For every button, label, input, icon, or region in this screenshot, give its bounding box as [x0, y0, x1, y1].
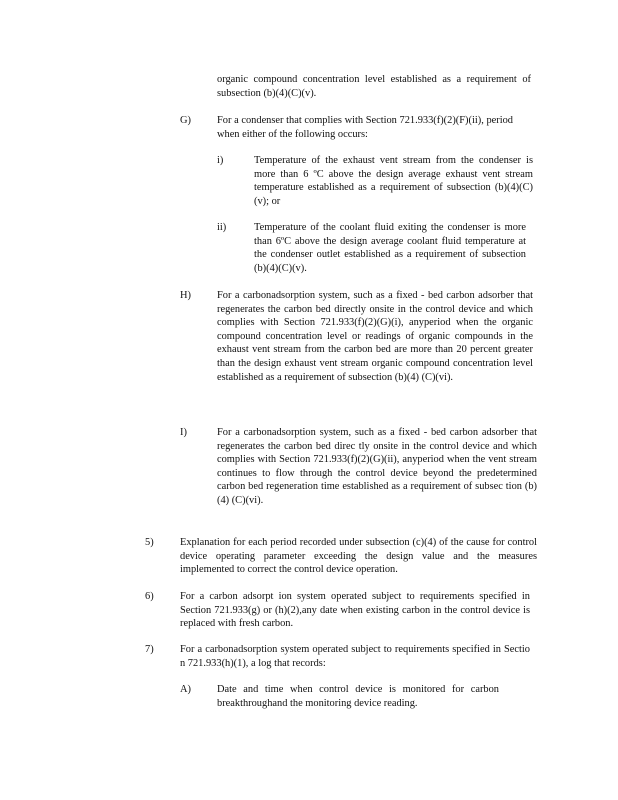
item-i-label: I)	[180, 427, 187, 438]
item-g-ii-text: Temperature of the coolant fluid exiting the condenser is more than 6ºC above the design average coolant fluid temperature at the condenser outlet established as a requirement of subsection (b)(4)(C)(v).	[254, 222, 526, 274]
item-g-text: For a condenser that complies with Section 721.933(f)(2)(F)(ii), period when either of the following occurs:	[217, 115, 513, 140]
item-g-i-text: Temperature of the exhaust vent stream from the condenser is more than 6 ºC above the design average exhaust vent stream temperature established as a requirement of subsection (b)(4)(C)(v); or	[254, 155, 533, 207]
item-7a-label: A)	[180, 684, 191, 695]
item-g-label: G)	[180, 115, 191, 126]
item-6-text: For a carbon adsorpt ion system operated subject to requirements specified in Section 721.933(g) or (h)(2),any date when existing carbon in the control device is replaced with fresh carbon.	[180, 591, 530, 630]
item-7-label: 7)	[145, 644, 154, 655]
item-i-text: For a carbonadsorption system, such as a fixed - bed carbon adsorber that regenerates the carbon bed direc tly onsite in the control device and which complies with Section 721.933(f)(2)(G)(ii), anyperiod when the vent stream continues to flow through the control device beyond the predetermined carbon bed regeneration time established as a requirement of subsec tion (b)(4) (C)(vi).	[217, 427, 537, 506]
item-5-label: 5)	[145, 537, 154, 548]
item-h-text: For a carbonadsorption system, such as a fixed - bed carbon adsorber that regenerates the carbon bed directly onsite in the control device and which complies with Section 721.933(f)(2)(G)(i), anyperiod when the organic compound concentration level or readings of organic compounds in the exhaust vent stream from the carbon bed are more than 20 percent greater than the design exhaust vent stream organic compound concentration level established as a requirement of subsection (b)(4) (C)(vi).	[217, 290, 533, 383]
continuation-paragraph: organic compound concentration level established as a requirement of subsection (b)(4)(C)(v).	[217, 74, 531, 99]
item-7a-text: Date and time when control device is monitored for carbon breakthroughand the monitoring device reading.	[217, 684, 499, 709]
item-5-text: Explanation for each period recorded under subsection (c)(4) of the cause for control device operating parameter exceeding the design value and the measures implemented to correct the control device operation.	[180, 537, 537, 576]
item-g-ii-label: ii)	[217, 222, 227, 233]
item-6-label: 6)	[145, 591, 154, 602]
item-g-i-label: i)	[217, 155, 224, 166]
item-h-label: H)	[180, 290, 191, 301]
item-7-text: For a carbonadsorption system operated subject to requirements specified in Sectio n 721.933(h)(1), a log that records:	[180, 644, 530, 669]
